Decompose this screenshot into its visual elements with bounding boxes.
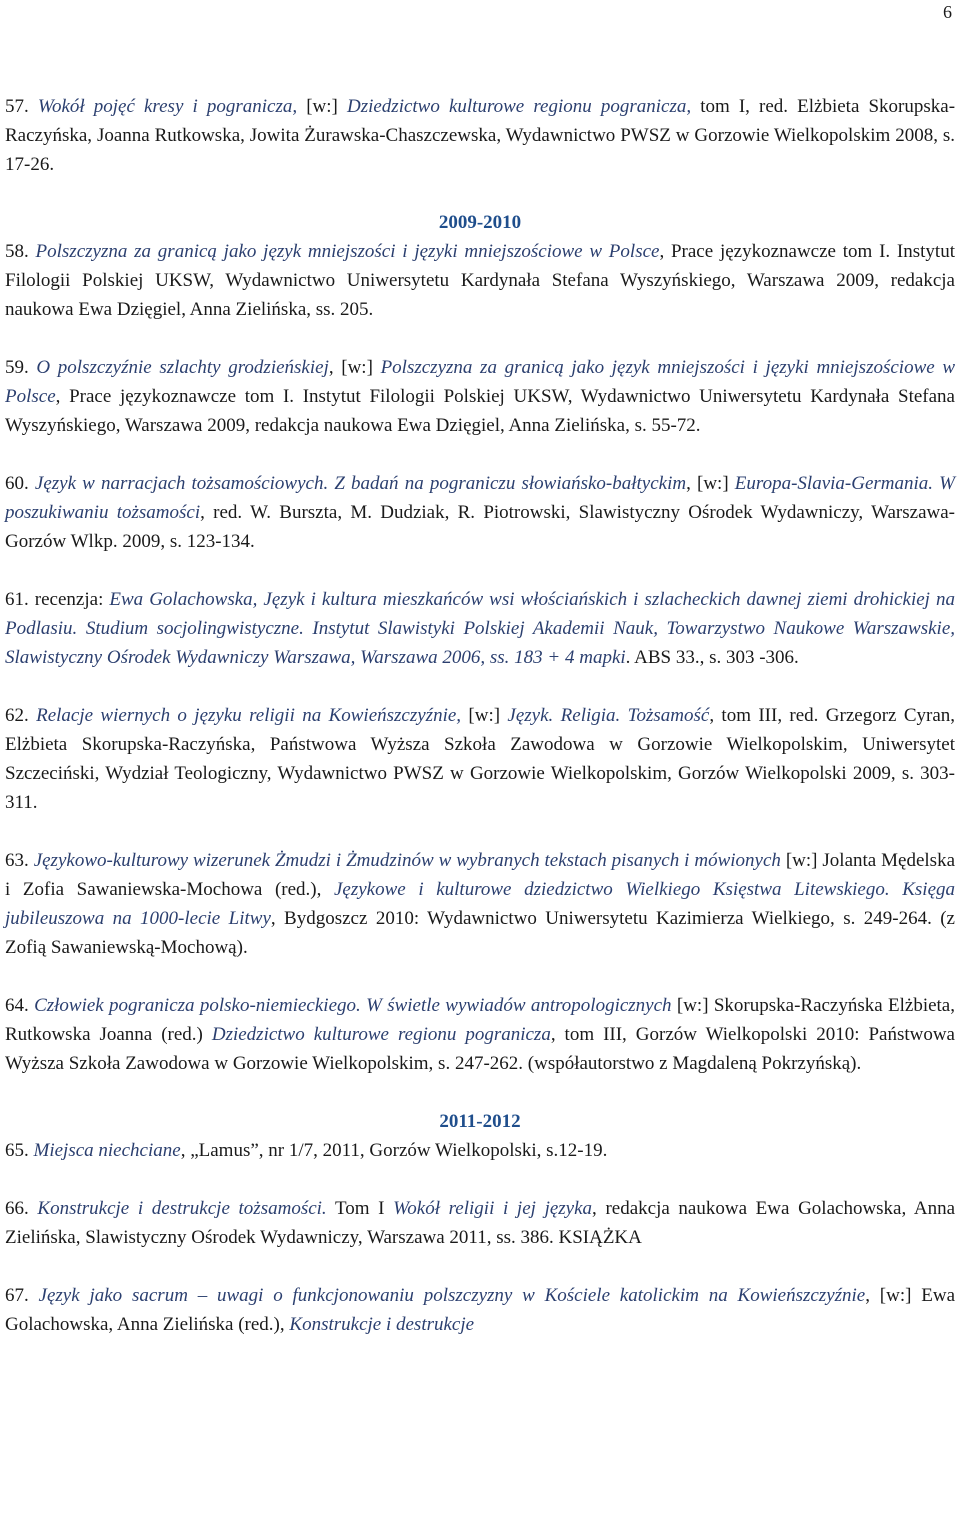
entry-63-segment: [w:] Jolanta Mędelska i Zofia Sawaniewska-Mochowa (red.)	[5, 850, 955, 900]
page-number: 6	[943, 2, 952, 22]
entry-65-segment: Miejsca niechciane	[33, 1140, 181, 1161]
entry-58	[5, 237, 955, 324]
entry-58-segment: 58.	[5, 241, 36, 262]
section-heading-2011-2012: 2011-2012	[439, 1111, 521, 1132]
entry-62-segment: 62.	[5, 705, 37, 726]
entry-61-segment: 61. recenzja:	[5, 589, 110, 610]
entry-66-segment: Konstrukcje i destrukcje tożsamości.	[37, 1198, 327, 1219]
entry-62-segment: [w:]	[461, 705, 508, 726]
entry-60-segment: Język w narracjach tożsamościowych. Z badań na pograniczu słowiańsko-bałtyckim	[34, 473, 687, 494]
entry-59-segment: , [w:]	[328, 357, 381, 378]
bibliography-list	[5, 92, 955, 1339]
entry-64-segment: 64.	[5, 995, 35, 1016]
entry-67-segment: 67.	[5, 1285, 39, 1306]
entry-66-segment: Tom I	[326, 1198, 394, 1219]
entry-58-segment: Polszczyzna za granicą jako język mniejszości i języki mniejszościowe w Polsce	[35, 241, 660, 262]
entry-64-segment: [w:] Skorupska-Raczyńska Elżbieta, Rutkowska Joanna (red.)	[5, 995, 955, 1045]
entry-65	[5, 1136, 955, 1165]
entry-60	[5, 469, 955, 556]
entry-63	[5, 846, 955, 962]
entry-57	[5, 92, 955, 179]
entry-63-segment: ,	[316, 879, 334, 900]
entry-60-segment: Europa-Slavia-Germania. W poszukiwaniu tożsamości	[5, 473, 955, 523]
entry-63-segment: Językowe i kulturowe dziedzictwo Wielkiego Księstwa Litewskiego. Księga jubileuszowa na 1000-lecie Litwy	[5, 879, 955, 929]
entry-63-segment: , Bydgoszcz 2010: Wydawnictwo Uniwersytetu Kazimierza Wielkiego, s. 249-264. (z Zofią Sawaniewską-Mochową).	[5, 908, 955, 958]
entry-62	[5, 701, 955, 817]
entry-62-segment: , tom III, red. Grzegorz Cyran, Elżbieta Skorupska-Raczyńska, Państwowa Wyższa Szkoła Zawodowa w Gorzowie Wielkopolskim, Uniwersytet Szczeciński, Wydział Teologiczny, Wydawnictwo PWSZ w Gorzowie Wielkopolskim, Gorzów Wielkopolski 2009, s. 303-311.	[5, 705, 956, 813]
entry-63-segment: Językowo-kulturowy wizerunek Żmudzi i Żmudzinów w wybranych tekstach pisanych i mówionych	[33, 850, 781, 871]
entry-57-segment: [w:]	[297, 96, 347, 117]
entry-60-segment: , [w:]	[686, 473, 735, 494]
entry-66-segment: 66.	[5, 1198, 38, 1219]
entry-67-segment: Język jako sacrum – uwagi o funkcjonowaniu polszczyzny w Kościele katolickim na Kowieńszczyźnie	[38, 1285, 866, 1306]
entry-61-segment: . ABS 33., s. 303 -306.	[625, 647, 799, 668]
entry-64	[5, 991, 955, 1078]
entry-57-segment: tom I, red. Elżbieta Skorupska-Raczyńska, Joanna Rutkowska, Jowita Żurawska-Chaszczewska, Wydawnictwo PWSZ w Gorzowie Wielkopolskim 2008, s. 17-26.	[5, 96, 956, 175]
entry-61-segment: Ewa Golachowska, Język i kultura mieszkańców wsi włościańskich i szlacheckich dawnej ziemi drohickiej na Podlasiu. Studium socjolingwistyczne. Instytut Slawistyki Polskiej Akademii Nauk, Towarzystwo Naukowe Warszawskie, Slawistyczny Ośrodek Wydawniczy Warszawa, Warszawa 2006, ss. 183 + 4 mapki	[5, 589, 955, 668]
entry-67	[5, 1281, 955, 1339]
entry-63-segment: 63.	[5, 850, 34, 871]
entry-65-segment: , „Lamus”, nr 1/7, 2011, Gorzów Wielkopolski, s.12-19.	[180, 1140, 608, 1161]
entry-64-segment: Dziedzictwo kulturowe regionu pogranicza	[211, 1024, 551, 1045]
section-heading-2009-2010: 2009-2010	[438, 212, 522, 233]
entry-60-segment: , red. W. Burszta, M. Dudziak, R. Piotrowski, Slawistyczny Ośrodek Wydawniczy, Warszawa-Gorzów Wlkp. 2009, s. 123-134.	[5, 502, 955, 552]
entry-62-segment: Język. Religia. Tożsamość	[507, 705, 710, 726]
entry-65-segment: 65.	[5, 1140, 34, 1161]
entry-57-segment: Wokół pojęć kresy i pogranicza,	[37, 96, 298, 117]
entry-59-segment: , Prace językoznawcze tom I. Instytut Filologii Polskiej UKSW, Wydawnictwo Uniwersytetu Kardynała Stefana Wyszyńskiego, Warszawa 2009, redakcja naukowa Ewa Dzięgiel, Anna Zielińska, s. 55-72.	[5, 386, 955, 436]
entry-61	[5, 585, 955, 672]
entry-67-segment: , [w:] Ewa Golachowska, Anna Zielińska (red.),	[5, 1285, 955, 1335]
entry-66	[5, 1194, 955, 1252]
entry-59	[5, 353, 955, 440]
entry-64-segment: Człowiek pogranicza polsko-niemieckiego. W świetle wywiadów antropologicznych	[34, 995, 672, 1016]
entry-59-segment: 59.	[5, 357, 37, 378]
entry-64-segment: , tom III, Gorzów Wielkopolski 2010: Państwowa Wyższa Szkoła Zawodowa w Gorzowie Wielkopolskim, s. 247-262. (współautorstwo z Magdaleną Pokrzyńską).	[5, 1024, 955, 1074]
entry-57-segment: 57.	[5, 96, 38, 117]
entry-58-segment: , Prace językoznawcze tom I. Instytut Filologii Polskiej UKSW, Wydawnictwo Uniwersytetu Kardynała Stefana Wyszyńskiego, Warszawa 2009, redakcja naukowa Ewa Dzięgiel, Anna Zielińska, ss. 205.	[5, 241, 955, 320]
entry-66-segment: , redakcja naukowa Ewa Golachowska, Anna Zielińska, Slawistyczny Ośrodek Wydawniczy, Warszawa 2011, ss. 386. KSIĄŻKA	[5, 1198, 955, 1248]
entry-66-segment: Wokół religii i jej języka	[393, 1198, 593, 1219]
entry-59-segment: Polszczyzna za granicą jako język mniejszości i języki mniejszościowe w Polsce	[5, 357, 955, 407]
entry-60-segment: 60.	[5, 473, 35, 494]
entry-67-segment: Konstrukcje i destrukcje	[289, 1314, 475, 1335]
entry-59-segment: O polszczyźnie szlachty grodzieńskiej	[36, 357, 329, 378]
entry-62-segment: Relacje wiernych o języku religii na Kowieńszczyźnie,	[36, 705, 462, 726]
entry-57-segment: Dziedzictwo kulturowe regionu pogranicza,	[346, 96, 692, 117]
